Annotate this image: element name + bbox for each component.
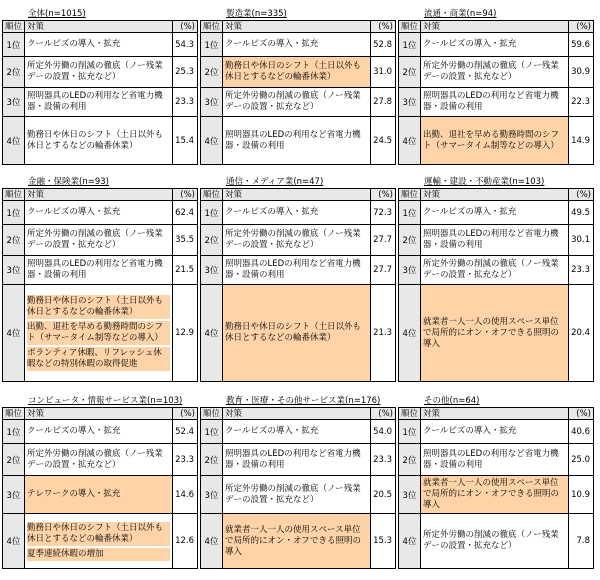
- pct-cell: 7.8: [569, 514, 594, 569]
- item-cell: 所定外労働の削減の徹底（ノー残業デーの設置・拡充など）: [25, 225, 173, 256]
- item-cell: クールビズの導入・拡充: [223, 201, 371, 225]
- panel-finance-insurance: [2, 176, 198, 382]
- pct-cell: 14.9: [569, 117, 594, 165]
- rank-cell: 1位: [201, 201, 223, 225]
- ranking-table: [398, 407, 594, 569]
- table-row: [201, 33, 396, 57]
- table-row: [201, 514, 396, 569]
- pct-cell: 20.5: [371, 476, 396, 514]
- rank-cell: 4位: [399, 514, 421, 569]
- rank-cell: 2位: [3, 225, 25, 256]
- table-row: [399, 444, 594, 476]
- panel-title: 製造業(n=335): [226, 9, 287, 19]
- rank-cell: 2位: [3, 57, 25, 88]
- pct-header: (%): [173, 189, 198, 201]
- rank-cell: 2位: [399, 444, 421, 476]
- panel-title: その他(n=64): [424, 396, 480, 406]
- item-header: 対策: [25, 408, 173, 420]
- pct-cell: 24.5: [371, 117, 396, 165]
- item-cell: クールビズの導入・拡充: [25, 33, 173, 57]
- table-row: [201, 225, 396, 256]
- ranking-table: [398, 20, 594, 165]
- pct-cell: 27.7: [371, 225, 396, 256]
- pct-cell: 20.4: [569, 285, 594, 382]
- ranking-table: [200, 188, 396, 382]
- table-row: [201, 476, 396, 514]
- rank-cell: 1位: [3, 420, 25, 444]
- item-cell: 勤務日や休日のシフト（土日以外も休日とするなどの輪番休業）: [223, 57, 371, 88]
- table-header: [3, 189, 198, 201]
- table-row: [3, 225, 198, 256]
- panel-title: 教育・医療・その他サービス業(n=176): [226, 396, 381, 406]
- table-row: [3, 420, 198, 444]
- table-row: [201, 57, 396, 88]
- rank-header: 順位: [3, 21, 25, 33]
- table-row: [399, 420, 594, 444]
- table-row: [399, 514, 594, 569]
- pct-header: (%): [569, 408, 594, 420]
- item-cell: 照明器具のLEDの利用など省電力機器・設備の利用: [25, 88, 173, 117]
- pct-cell: 72.3: [371, 201, 396, 225]
- pct-cell: 15.4: [173, 117, 198, 165]
- panel-distribution: [398, 8, 594, 165]
- rank-header: 順位: [201, 21, 223, 33]
- table-row: [201, 444, 396, 476]
- rank-cell: 2位: [399, 57, 421, 88]
- table-row: [399, 117, 594, 165]
- pct-cell: 23.3: [371, 444, 396, 476]
- item-cell: 所定外労働の削減の徹底（ノー残業デーの設置・拡充など）: [223, 476, 371, 514]
- rank-cell: 4位: [399, 117, 421, 165]
- item-cell: 照明器具のLEDの利用など省電力機器・設備の利用: [223, 444, 371, 476]
- item-header: 対策: [223, 21, 371, 33]
- table-row: [399, 88, 594, 117]
- pct-cell: 22.3: [569, 88, 594, 117]
- table-row: [399, 33, 594, 57]
- pct-header: (%): [173, 21, 198, 33]
- tied-item: 勤務日や休日のシフト（土日以外も休日とするなどの輪番休業）: [27, 522, 170, 546]
- table-row: [399, 285, 594, 382]
- ranking-table: [200, 407, 396, 569]
- item-cell: テレワークの導入・拡充: [25, 476, 173, 514]
- item-cell: 出勤、退社を早める勤務時間のシフト（サマータイム制等などの導入）: [421, 117, 569, 165]
- rank-cell: 1位: [201, 420, 223, 444]
- rank-cell: 1位: [201, 33, 223, 57]
- item-cell: クールビズの導入・拡充: [421, 420, 569, 444]
- rank-header: 順位: [3, 189, 25, 201]
- table-row: [201, 420, 396, 444]
- pct-header: (%): [569, 21, 594, 33]
- rank-cell: 2位: [201, 444, 223, 476]
- item-cell: 照明器具のLEDの利用など省電力機器・設備の利用: [25, 256, 173, 285]
- item-cell: 就業者一人一人の使用スペース単位で局所的にオン・オフできる照明の導入: [223, 514, 371, 569]
- pct-cell: 21.5: [173, 256, 198, 285]
- pct-cell: 30.1: [569, 225, 594, 256]
- item-cell: 所定外労働の削減の徹底（ノー残業デーの設置・拡充など）: [421, 256, 569, 285]
- item-cell: 就業者一人一人の使用スペース単位で局所的にオン・オフできる照明の導入: [421, 285, 569, 382]
- pct-cell: 27.7: [371, 256, 396, 285]
- panel-title: 流通・商業(n=94): [424, 9, 497, 19]
- item-cell: クールビズの導入・拡充: [25, 420, 173, 444]
- panel-computer-it: [2, 395, 198, 569]
- panel-title: 運輸・建設・不動産業(n=103): [424, 177, 545, 187]
- pct-header: (%): [173, 408, 198, 420]
- pct-cell: 25.0: [569, 444, 594, 476]
- item-header: 対策: [421, 21, 569, 33]
- item-cell: 照明器具のLEDの利用など省電力機器・設備の利用: [421, 88, 569, 117]
- panel-overall: [2, 8, 198, 165]
- item-cell: 照明器具のLEDの利用など省電力機器・設備の利用: [223, 117, 371, 165]
- rank-cell: 2位: [201, 225, 223, 256]
- rank-cell: 4位: [3, 285, 25, 382]
- table-row: [3, 117, 198, 165]
- item-cell: 照明器具のLEDの利用など省電力機器・設備の利用: [421, 225, 569, 256]
- rank-header: 順位: [3, 408, 25, 420]
- item-header: 対策: [223, 408, 371, 420]
- table-header: [399, 189, 594, 201]
- table-row: [3, 256, 198, 285]
- rank-header: 順位: [399, 21, 421, 33]
- rank-cell: 3位: [399, 256, 421, 285]
- rank-cell: 3位: [3, 256, 25, 285]
- item-cell: 所定外労働の削減の徹底（ノー残業デーの設置・拡充など）: [223, 88, 371, 117]
- table-row: [201, 117, 396, 165]
- pct-cell: 35.5: [173, 225, 198, 256]
- rank-cell: 3位: [399, 88, 421, 117]
- pct-cell: 30.9: [569, 57, 594, 88]
- ranking-table: [200, 20, 396, 165]
- panel-other: [398, 395, 594, 569]
- rank-cell: 4位: [399, 285, 421, 382]
- tied-item: 出勤、退社を早める勤務時間のシフト（サマータイム制等などの導入）: [27, 321, 170, 345]
- rank-header: 順位: [201, 189, 223, 201]
- panel-title: 金融・保険業(n=93): [28, 177, 109, 187]
- table-row: [3, 444, 198, 476]
- table-row: [3, 88, 198, 117]
- rank-cell: 2位: [3, 444, 25, 476]
- table-row: [3, 285, 198, 382]
- item-cell: クールビズの導入・拡充: [223, 420, 371, 444]
- tied-item: 勤務日や休日のシフト（土日以外も休日とするなどの輪番休業）: [27, 295, 170, 319]
- rank-cell: 3位: [399, 476, 421, 514]
- table-row: [201, 256, 396, 285]
- pct-cell: 54.3: [173, 33, 198, 57]
- pct-cell: 52.4: [173, 420, 198, 444]
- table-row: [399, 225, 594, 256]
- table-row: [399, 476, 594, 514]
- pct-header: (%): [371, 189, 396, 201]
- rank-cell: 3位: [3, 88, 25, 117]
- rank-cell: 3位: [201, 256, 223, 285]
- rank-cell: 1位: [399, 33, 421, 57]
- rank-cell: 4位: [201, 285, 223, 382]
- pct-cell: 12.9: [173, 285, 198, 382]
- rank-cell: 3位: [201, 88, 223, 117]
- item-cell: 所定外労働の削減の徹底（ノー残業デーの設置・拡充など）: [421, 514, 569, 569]
- rank-header: 順位: [201, 408, 223, 420]
- rank-cell: 1位: [399, 201, 421, 225]
- pct-header: (%): [371, 408, 396, 420]
- item-cell: 勤務日や休日のシフト（土日以外も休日とするなどの輪番休業）: [25, 117, 173, 165]
- pct-cell: 23.3: [173, 444, 198, 476]
- panel-manufacturing: [200, 8, 396, 165]
- table-row: [3, 33, 198, 57]
- item-cell: クールビズの導入・拡充: [223, 33, 371, 57]
- ranking-table: [2, 188, 198, 382]
- pct-cell: 52.8: [371, 33, 396, 57]
- item-cell: 所定外労働の削減の徹底（ノー残業デーの設置・拡充など）: [421, 57, 569, 88]
- pct-cell: 14.6: [173, 476, 198, 514]
- panel-title: 通信・メディア業(n=47): [226, 177, 324, 187]
- item-cell: 照明器具のLEDの利用など省電力機器・設備の利用: [421, 444, 569, 476]
- pct-cell: 21.3: [371, 285, 396, 382]
- item-cell: [25, 285, 173, 382]
- pct-cell: 31.0: [371, 57, 396, 88]
- item-header: 対策: [25, 21, 173, 33]
- table-header: [201, 21, 396, 33]
- panel-transport-construction: [398, 176, 594, 382]
- item-cell: クールビズの導入・拡充: [25, 201, 173, 225]
- pct-cell: 23.3: [173, 88, 198, 117]
- pct-cell: 59.6: [569, 33, 594, 57]
- table-row: [201, 88, 396, 117]
- rank-cell: 3位: [3, 476, 25, 514]
- panel-telecom-media: [200, 176, 396, 382]
- table-header: [3, 408, 198, 420]
- pct-cell: 62.4: [173, 201, 198, 225]
- item-cell: クールビズの導入・拡充: [421, 201, 569, 225]
- rank-cell: 4位: [3, 117, 25, 165]
- item-cell: 照明器具のLEDの利用など省電力機器・設備の利用: [223, 256, 371, 285]
- rank-cell: 4位: [201, 514, 223, 569]
- ranking-table: [398, 188, 594, 382]
- item-header: 対策: [25, 189, 173, 201]
- ranking-table: [2, 407, 198, 569]
- panel-title: コンピュータ・情報サービス業(n=103): [28, 396, 183, 406]
- rank-cell: 1位: [3, 33, 25, 57]
- table-row: [3, 57, 198, 88]
- rank-cell: 4位: [3, 514, 25, 569]
- pct-cell: 40.6: [569, 420, 594, 444]
- pct-cell: 25.3: [173, 57, 198, 88]
- table-header: [201, 408, 396, 420]
- pct-cell: 27.8: [371, 88, 396, 117]
- item-cell: 所定外労働の削減の徹底（ノー残業デーの設置・拡充など）: [25, 57, 173, 88]
- table-row: [3, 514, 198, 569]
- table-row: [399, 57, 594, 88]
- item-cell: 就業者一人一人の使用スペース単位で局所的にオン・オフできる照明の導入: [421, 476, 569, 514]
- ranking-table: [2, 20, 198, 165]
- rank-cell: 4位: [201, 117, 223, 165]
- rank-cell: 1位: [399, 420, 421, 444]
- item-header: 対策: [421, 189, 569, 201]
- panel-title: 全体(n=1015): [28, 9, 86, 19]
- item-header: 対策: [223, 189, 371, 201]
- pct-cell: 10.9: [569, 476, 594, 514]
- pct-cell: 49.5: [569, 201, 594, 225]
- pct-cell: 23.3: [569, 256, 594, 285]
- rank-cell: 2位: [201, 57, 223, 88]
- table-row: [201, 285, 396, 382]
- pct-cell: 54.0: [371, 420, 396, 444]
- rank-header: 順位: [399, 408, 421, 420]
- rank-cell: 3位: [201, 476, 223, 514]
- table-header: [201, 189, 396, 201]
- pct-header: (%): [371, 21, 396, 33]
- item-cell: 勤務日や休日のシフト（土日以外も休日とするなどの輪番休業）: [223, 285, 371, 382]
- tied-item: 夏季連続休暇の増加: [27, 548, 170, 561]
- pct-header: (%): [569, 189, 594, 201]
- panel-education-medical: [200, 395, 396, 569]
- item-header: 対策: [421, 408, 569, 420]
- table-header: [3, 21, 198, 33]
- item-cell: 所定外労働の削減の徹底（ノー残業デーの設置・拡充など）: [25, 444, 173, 476]
- table-header: [399, 408, 594, 420]
- item-cell: [25, 514, 173, 569]
- table-row: [201, 201, 396, 225]
- pct-cell: 15.3: [371, 514, 396, 569]
- item-cell: 所定外労働の削減の徹底（ノー残業デーの設置・拡充など）: [223, 225, 371, 256]
- table-row: [3, 201, 198, 225]
- table-row: [3, 476, 198, 514]
- tied-item: ボランティア休暇、リフレッシュ休暇などの特別休暇の取得促進: [27, 347, 170, 371]
- table-row: [399, 256, 594, 285]
- pct-cell: 12.6: [173, 514, 198, 569]
- table-header: [399, 21, 594, 33]
- rank-cell: 1位: [3, 201, 25, 225]
- rank-cell: 2位: [399, 225, 421, 256]
- rank-header: 順位: [399, 189, 421, 201]
- table-row: [399, 201, 594, 225]
- item-cell: クールビズの導入・拡充: [421, 33, 569, 57]
